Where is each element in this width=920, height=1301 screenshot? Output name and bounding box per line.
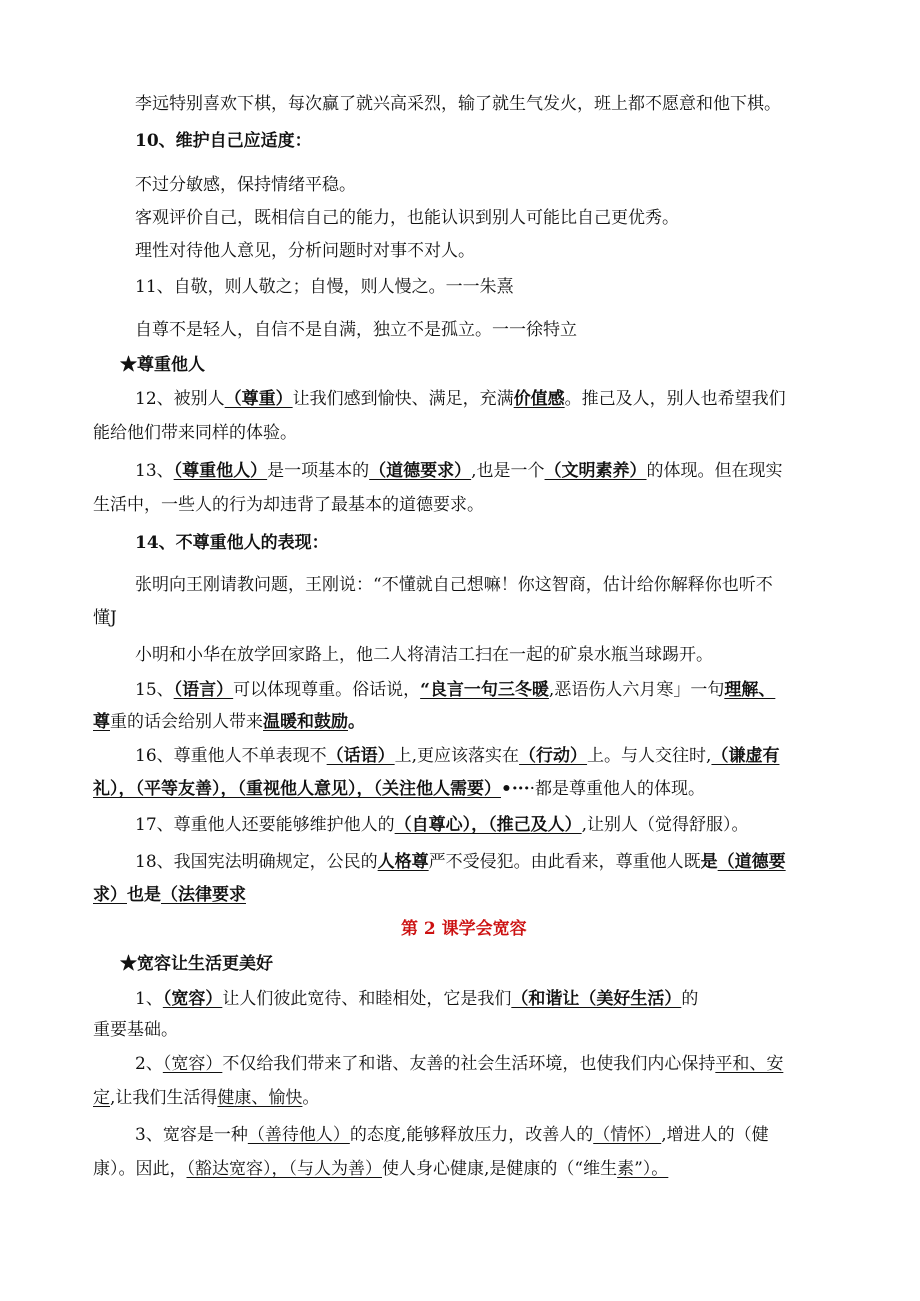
text-line: 康）。因此，（豁达宽容），（与人为善）使人身心健康,是健康的（“维生素”）。 (93, 1159, 669, 1179)
answer-blank: 人格尊 (377, 852, 429, 872)
text-line: 12、被别人（尊重）让我们感到愉快、满足，充满价值感。推己及人，别人也希望我们 (135, 389, 786, 409)
section-heading: ★宽容让生活更美好 (120, 954, 273, 974)
text-line: 3、宽容是一种（善待他人）的态度,能够释放压力，改善人的（情怀）,增进人的（健 (135, 1125, 769, 1145)
text-line: 1、（宽容）让人们彼此宽待、和睦相处，它是我们（和谐让（美好生活）的 (135, 989, 699, 1009)
answer-blank: （行动） (519, 746, 588, 766)
text-line: 小明和小华在放学回家路上，他二人将清洁工扫在一起的矿泉水瓶当球踢开。 (135, 645, 713, 665)
text-line: 尊重的话会给别人带来温暖和鼓励。 (93, 712, 365, 732)
answer-blank: （豁达宽容），（与人为善） (186, 1159, 382, 1179)
text-line: 礼），（平等友善），（重视他人意见），（关注他人需要）•····都是尊重他人的体现。 (93, 779, 706, 799)
text-line: 能给他们带来同样的体验。 (93, 423, 297, 443)
text-line: 求）也是（法律要求 (93, 885, 246, 905)
text-line: 18、我国宪法明确规定，公民的人格尊严不受侵犯。由此看来，尊重他人既是（道德要 (135, 852, 786, 872)
answer-blank: 平和、安 (715, 1054, 784, 1074)
text-line: 2、（宽容）不仅给我们带来了和谐、友善的社会生活环境，也使我们内心保持平和、安 (135, 1054, 784, 1074)
answer-blank: （语言） (173, 680, 234, 700)
answer-blank: （道德要 (717, 852, 786, 872)
answer-blank: （话语） (326, 746, 395, 766)
text-line: 生活中，一些人的行为却违背了最基本的道德要求。 (93, 495, 484, 515)
answer-blank: （道德要求） (369, 461, 472, 481)
answer-blank: （善待他人） (247, 1125, 350, 1145)
answer-blank: 定 (93, 1088, 110, 1108)
text-line: 李远特别喜欢下棋，每次赢了就兴高采烈，输了就生气发火，班上都不愿意和他下棋。 (135, 94, 781, 114)
text-line: 定,让我们生活得健康、愉快。 (93, 1088, 320, 1108)
text-line: 16、尊重他人不单表现不（话语）上,更应该落实在（行动）上。与人交往时,（谦虚有 (135, 746, 780, 766)
answer-blank: （和谐让（美好生活） (511, 989, 682, 1009)
quote-line: 11、自敬，则人敬之；自慢，则人慢之。一一朱熹 (135, 277, 514, 297)
answer-blank: （文明素养） (544, 461, 647, 481)
text-line: 15、（语言）可以体现尊重。俗话说，“良言一句三冬暖,恶语伤人六月寒」一句理解、 (135, 680, 776, 700)
lesson-title: 第 2 课学会宽容 (401, 919, 527, 939)
answer-blank: （法律要求 (161, 885, 246, 905)
answer-blank: “良言一句三冬暖 (420, 680, 549, 700)
answer-blank: 理解、 (724, 680, 776, 700)
answer-blank: （宽容） (162, 1054, 223, 1074)
text-line: 客观评价自己，既相信自己的能力，也能认识到别人可能比自己更优秀。 (135, 208, 679, 228)
answer-blank: （自尊心），（推己及人） (394, 815, 582, 835)
text-line: 不过分敏感，保持情绪平稳。 (135, 175, 356, 195)
quote-line: 自尊不是轻人，自信不是自满，独立不是孤立。一一徐特立 (135, 320, 577, 340)
text-line: 张明向王刚请教问题，王刚说：“不懂就自己想嘛！你这智商，估计给你解释你也听不 (135, 575, 773, 595)
answer-blank: （情怀） (593, 1125, 662, 1145)
answer-blank: 尊 (93, 712, 110, 732)
answer-blank: 价值感 (513, 389, 565, 409)
answer-blank: （谦虚有 (711, 746, 780, 766)
answer-blank: （尊重） (224, 389, 293, 409)
text-line: 13、（尊重他人）是一项基本的（道德要求）,也是一个（文明素养）的体现。但在现实 (135, 461, 783, 481)
answer-blank: 礼），（平等友善），（重视他人意见），（关注他人需要） (93, 779, 501, 799)
heading-item-10: 10、维护自己应适度： (135, 131, 312, 151)
answer-blank: （宽容） (162, 989, 223, 1009)
section-heading: ★尊重他人 (120, 355, 205, 375)
text-line: 重要基础。 (93, 1020, 178, 1040)
heading-item-14: 14、不尊重他人的表现： (135, 533, 329, 553)
text-line: 17、尊重他人还要能够维护他人的（自尊心），（推己及人）,让别人（觉得舒服）。 (135, 815, 749, 835)
answer-blank: 健康、愉快 (217, 1088, 303, 1108)
answer-blank: 温暖和鼓励 (263, 712, 348, 732)
text-line: 懂J (93, 608, 117, 628)
text-line: 理性对待他人意见，分析问题时对事不对人。 (135, 241, 475, 261)
answer-blank: （尊重他人） (173, 461, 268, 481)
answer-blank: 求） (93, 885, 127, 905)
answer-blank: 素”）。 (617, 1159, 669, 1179)
